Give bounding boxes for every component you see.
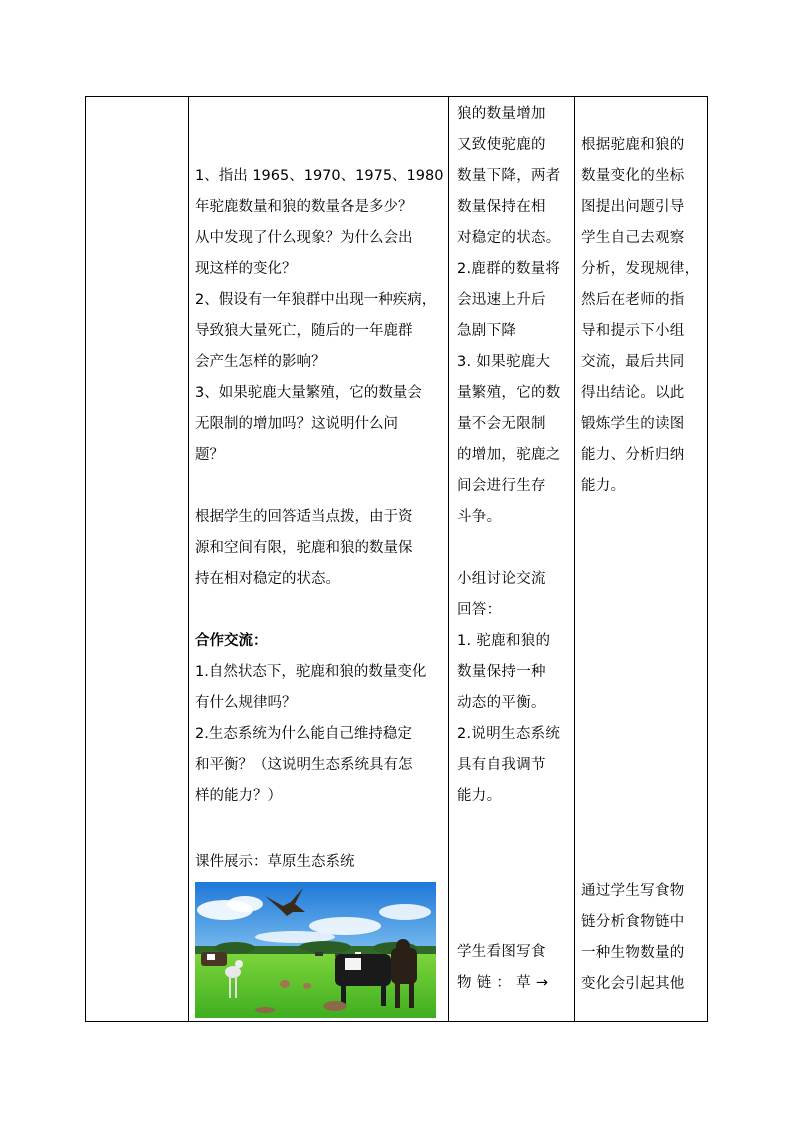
stage-column (86, 97, 188, 1021)
answer-2: 2.鹿群的数量将 会迅速上升后 急剧下降 (457, 261, 561, 339)
answer-3: 3. 如果驼鹿大 量繁殖，它的数 量不会无限制 的增加，驼鹿之 间会进行生存 斗争。 (457, 354, 561, 525)
food-chain-task: 学生看图写食 物 链 ： 草 → (457, 944, 549, 991)
discussion-answer-2: 2.说明生态系统 具有自我调节 能力。 (457, 726, 561, 804)
question-3: 3、如果驼鹿大量繁殖，它的数量会 无限制的增加吗？这说明什么问 题？ (195, 385, 422, 463)
teacher-activity-column (189, 97, 449, 1021)
courseware-caption: 课件展示：草原生态系统 (195, 854, 355, 870)
question-2: 2、假设有一年狼群中出现一种疾病， 导致狼大量死亡，随后的一年鹿群 会产生怎样的影响？ (195, 292, 437, 370)
design-intent-1: 根据驼鹿和狼的 数量变化的坐标 图提出问题引导 学生自己去观察 分析，发现规律， 然后在老师的指 导和提示下小组 交流，最后共同 得出结论。以此 锻炼学生的读图 能力、分析归纳 能力。 (581, 137, 700, 494)
discussion-answer-1: 1. 驼鹿和狼的 数量保持一种 动态的平衡。 (457, 633, 551, 711)
group-discussion: 小组讨论交流 回答： (457, 571, 546, 618)
teacher-guidance: 根据学生的回答适当点拨，由于资 源和空间有限，驼鹿和狼的数量保 持在相对稳定的状态。 (195, 509, 413, 587)
lesson-plan-table (85, 96, 708, 1022)
answer-1: 狼的数量增加 又致使驼鹿的 数量下降，两者 数量保持在相 对稳定的状态。 (457, 106, 561, 246)
student-activity-column (449, 97, 575, 1021)
design-intent-2: 通过学生写食物 链分析食物链中 一种生物数量的 变化会引起其他 (581, 883, 685, 992)
grassland-ecosystem-image (195, 882, 436, 1018)
design-intent-column (575, 97, 708, 1021)
question-1: 1、指出 1965、1970、1975、1980 年驼鹿数量和狼的数量各是多少？ 从中发现了什么现象？为什么会出 现这样的变化？ (195, 168, 444, 277)
cooperation-question-2: 2.生态系统为什么能自己维持稳定 和平衡？（这说明生态系统具有怎 样的能力？） (195, 726, 413, 804)
cooperation-title: 合作交流： (195, 633, 268, 649)
cooperation-question-1: 1.自然状态下，驼鹿和狼的数量变化 有什么规律吗？ (195, 664, 427, 711)
